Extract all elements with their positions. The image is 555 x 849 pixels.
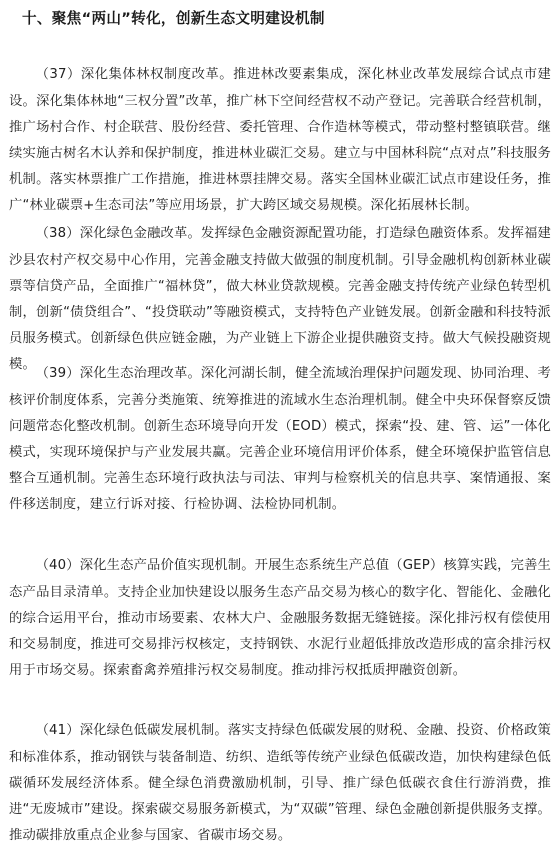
- paragraph-41: （41）深化绿色低碳发展机制。落实支持绿色低碳发展的财税、金融、投资、价格政策和标准体系，推动钢铁与装备制造、纺织、造纸等传统产业绿色低碳改造，加快构建绿色低碳循环发展经济体系。健全绿色消费激励机制，引导、推广绿色低碳衣食住行游消费，推进“无废城市”建设。探索碳交易服务新模式，为“双碳”管理、绿色金融创新提供服务支撑。推动碳排放重点企业参与国家、省碳市场交易。: [9, 723, 551, 844]
- paragraph-39: （39）深化生态治理改革。深化河湖长制，健全流域治理保护问题发现、协同治理、考核评价制度体系，完善分类施策、统筹推进的流域水生态治理机制。健全中央环保督察反馈问题常态化整改机制。创新生态环境导向开发（EOD）模式，探索“投、建、管、运”一体化模式，实现环境保护与产业发展共赢。完善企业环境信用评价体系，健全环境保护监管信息整合互通机制。完善生态环境行政执法与司法、审判与检察机关的信息共享、案情通报、案件移送制度，建立行诉对接、行检协调、法检协同机制。: [9, 366, 551, 513]
- paragraph-38: （38）深化绿色金融改革。发挥绿色金融资源配置功能，打造绿色融资体系。发挥福建沙县农村产权交易中心作用，完善金融支持做大做强的制度机制。引导金融机构创新林业碳票等信贷产品，全面推广“福林贷”，做大林业贷款规模。完善金融支持传统产业绿色转型机制，创新“债贷组合”、“投贷联动”等融资模式，支持特色产业链发展。创新金融和科技特派员服务模式。创新绿色供应链金融，为产业链上下游企业提供融资支持。做大气候投融资规模。: [9, 226, 551, 373]
- section-heading: 十、聚焦“两山”转化，创新生态文明建设机制: [22, 10, 325, 27]
- paragraph-37: （37）深化集体林权制度改革。推进林改要素集成，深化林业改革发展综合试点市建设。深化集体林地“三权分置”改革，推广林下空间经营权不动产登记。完善联合经营机制，推广场村合作、村企联营、股份经营、委托管理、合作造林等模式，带动整村整镇联营。继续实施古树名木认养和保护制度，推进林业碳汇交易。建立与中国林科院“点对点”科技服务机制。落实林票推广工作措施，推进林票挂牌交易。落实全国林业碳汇试点市建设任务，推广“林业碳票+生态司法”等应用场景，扩大跨区域交易规模。深化拓展林长制。: [9, 67, 551, 214]
- paragraph-40: （40）深化生态产品价值实现机制。开展生态系统生产总值（GEP）核算实践，完善生态产品目录清单。支持企业加快建设以服务生态产品交易为核心的数字化、智能化、金融化的综合运用平台，推动市场要素、农林大户、金融服务数据无缝链接。深化排污权有偿使用和交易制度，推进可交易排污权核定，支持钢铁、水泥行业超低排放改造形成的富余排污权用于市场交易。探索畜禽养殖排污权交易制度。推动排污权抵质押融资创新。: [9, 558, 551, 679]
